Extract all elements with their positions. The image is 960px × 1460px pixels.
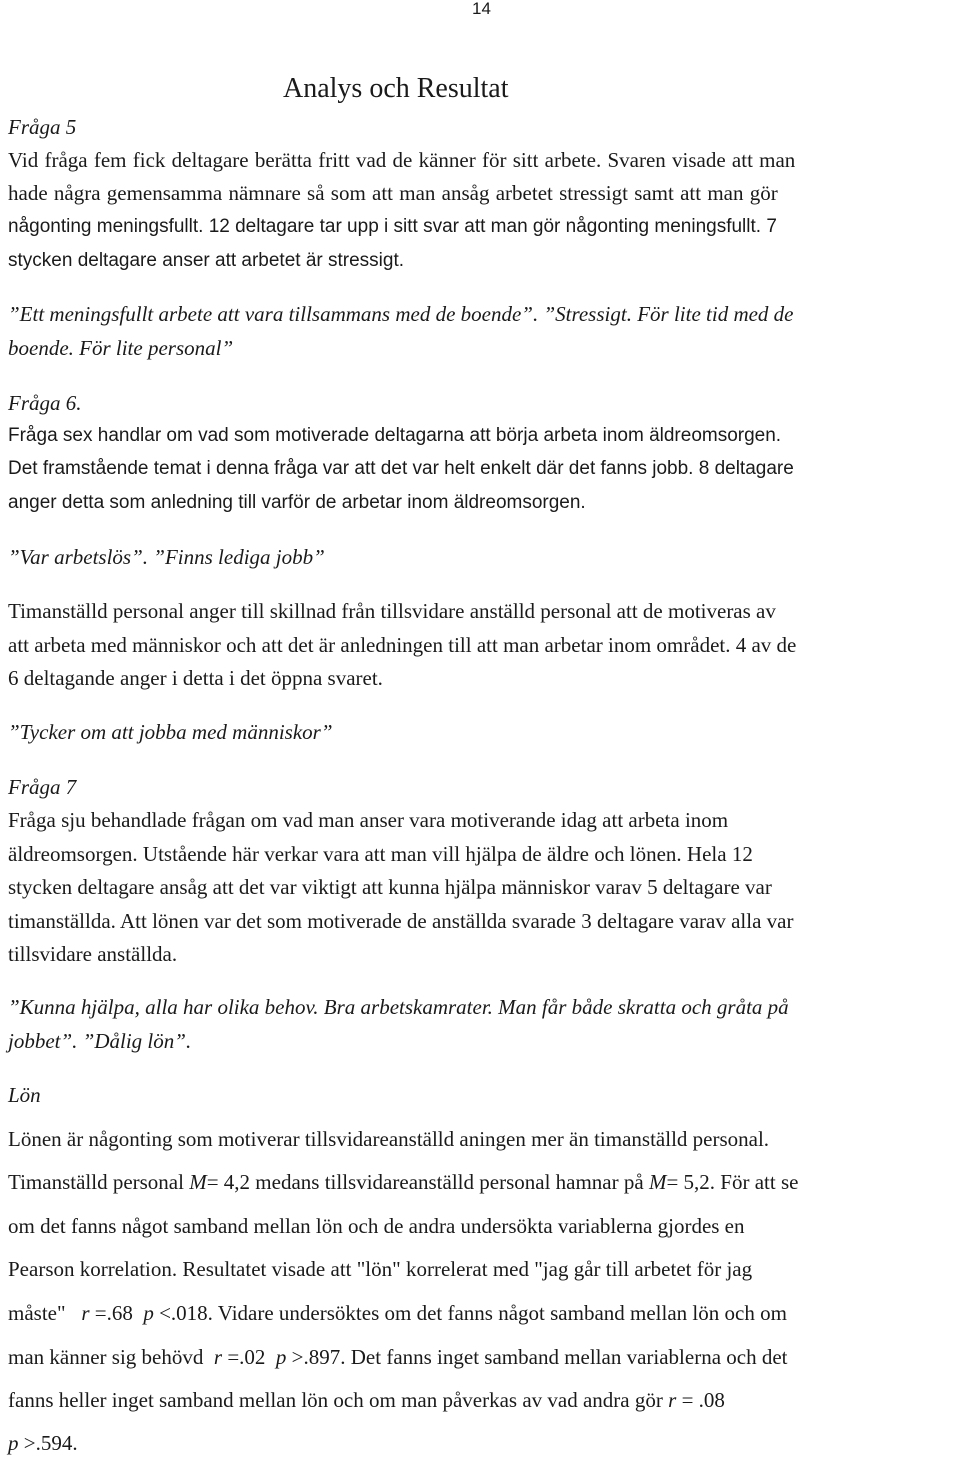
q7-line: tillsvidare anställda. <box>8 942 178 966</box>
q6-quote: ”Tycker om att jobba med människor” <box>8 720 333 744</box>
lon-line: Lönen är någonting som motiverar tillsvidareanställd aningen mer än timanställd personal. <box>8 1127 770 1151</box>
q6-line: Fråga sex handlar om vad som motiverade deltagarna att börja arbeta inom äldreomsorgen. <box>8 425 782 446</box>
lon-line: Pearson korrelation. Resultatet visade att "lön" korrelerat med "jag går till arbetet för jag <box>8 1257 753 1281</box>
q5-quote: ”Ett meningsfullt arbete att vara tillsammans med de boende”. ”Stressigt. För lite tid med de <box>8 302 794 326</box>
q5-line: stycken deltagare anser att arbetet är stressigt. <box>8 250 405 271</box>
q6-line: Timanställd personal anger till skillnad från tillsvidare anställd personal att de motiveras av <box>8 599 776 623</box>
lon-line: man känner sig behövd r =.02 p >.897. Det fanns inget samband mellan variablerna och det <box>8 1345 788 1369</box>
q5-quote: boende. För lite personal” <box>8 336 234 360</box>
lon-line: måste" r =.68 p <.018. Vidare undersöktes om det fanns något samband mellan lön och om <box>8 1301 787 1325</box>
lon-line: p >.594. <box>8 1431 78 1455</box>
q5-heading: Fråga 5 <box>8 115 77 139</box>
lon-line: fanns heller inget samband mellan lön och om man påverkas av vad andra gör r = .08 <box>8 1388 725 1412</box>
q7-line: timanställda. Att lönen var det som motiverade de anställda svarade 3 deltagare varav alla var <box>8 909 794 933</box>
lon-heading: Lön <box>8 1083 41 1107</box>
page-number: 14 <box>472 0 491 18</box>
q6-line: Det framstående temat i denna fråga var att det var helt enkelt där det fanns jobb. 8 deltagare <box>8 458 794 479</box>
q7-quote: ”Kunna hjälpa, alla har olika behov. Bra arbetskamrater. Man får både skratta och gråta på <box>8 995 789 1019</box>
lon-line: om det fanns något samband mellan lön och de andra undersökta variablerna gjordes en <box>8 1214 745 1238</box>
q6-line: 6 deltagande anger i detta i det öppna svaret. <box>8 666 383 690</box>
lon-line: Timanställd personal M= 4,2 medans tillsvidareanställd personal hamnar på M= 5,2. För att se <box>8 1170 799 1194</box>
section-title: Analys och Resultat <box>283 73 509 104</box>
q5-line: någonting meningsfullt. 12 deltagare tar upp i sitt svar att man gör någonting meningsfullt. 7 <box>8 216 777 237</box>
q6-quote: ”Var arbetslös”. ”Finns lediga jobb” <box>8 545 325 569</box>
q7-line: stycken deltagare ansåg att det var viktigt att kunna hjälpa människor varav 5 deltagare var <box>8 875 772 899</box>
q7-heading: Fråga 7 <box>8 775 77 799</box>
q6-line: att arbeta med människor och att det är anledningen till att man arbetar inom området. 4 av de <box>8 633 797 657</box>
q5-line: hade några gemensamma nämnare så som att man ansåg arbetet stressigt samt att man gör <box>8 181 778 205</box>
q7-line: äldreomsorgen. Utstående här verkar vara att man vill hjälpa de äldre och lönen. Hela 12 <box>8 842 753 866</box>
q5-line: Vid fråga fem fick deltagare berätta fritt vad de känner för sitt arbete. Svaren visade att man <box>8 148 796 172</box>
q6-line: anger detta som anledning till varför de arbetar inom äldreomsorgen. <box>8 492 586 513</box>
q6-heading: Fråga 6. <box>8 391 82 415</box>
q7-line: Fråga sju behandlade frågan om vad man anser vara motiverande idag att arbeta inom <box>8 808 729 832</box>
q7-quote: jobbet”. ”Dålig lön”. <box>8 1029 192 1053</box>
